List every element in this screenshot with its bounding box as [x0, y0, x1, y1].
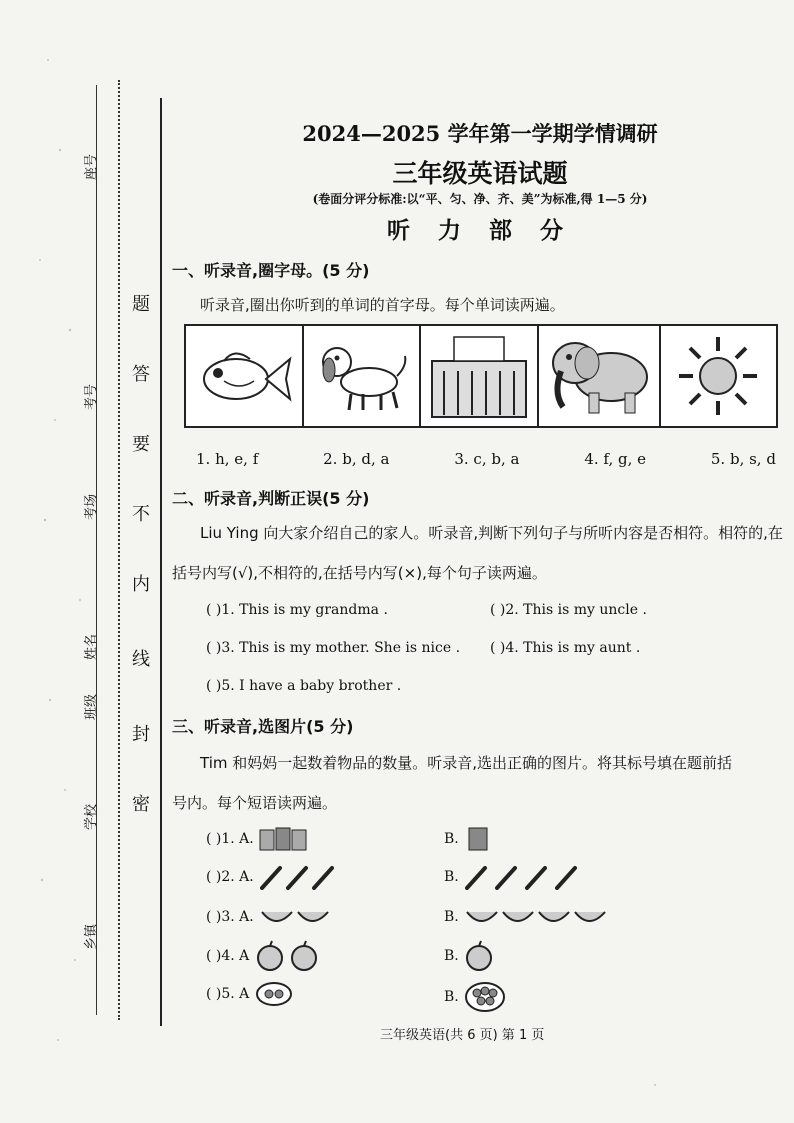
- option-5[interactable]: 5. b, s, d: [710, 450, 776, 468]
- seal-char: 不: [132, 504, 150, 525]
- item-4-a-label: ( )4. A: [206, 948, 250, 964]
- section3-item-1-b[interactable]: [444, 826, 493, 852]
- item-3-b-label: B.: [444, 909, 459, 925]
- section3-instruction-line2: 号内。每个短语读两遍。: [172, 794, 338, 812]
- listening-part-title: 听 力 部 分: [386, 218, 574, 244]
- section2-item-3[interactable]: ( )3. This is my mother. She is nice .: [206, 640, 461, 656]
- plate-eggs-icon: [254, 980, 294, 1008]
- exam-room-label: 考场: [84, 493, 99, 520]
- section3-item-5[interactable]: [206, 980, 294, 1008]
- item-5-b-label: B.: [444, 989, 459, 1005]
- apples-icon: [254, 940, 324, 972]
- exam-year-title: 2024—2025 学年第一学期学情调研: [302, 121, 658, 146]
- section1-options: [196, 450, 776, 468]
- plate-eggs-icon: [463, 980, 507, 1014]
- section3-item-2[interactable]: [206, 864, 338, 890]
- binding-solid-line: [160, 98, 162, 1026]
- binding-dotted-line-outer: [118, 80, 120, 1020]
- picture-strip: [184, 324, 778, 428]
- dog-picture: [304, 326, 422, 426]
- school-label: 学校: [84, 803, 99, 830]
- binding-field-line: [96, 85, 97, 1015]
- apple-icon: [463, 940, 497, 972]
- books-icon: [258, 826, 310, 852]
- option-4[interactable]: 4. f, g, e: [584, 450, 646, 468]
- seal-char: 线: [132, 649, 150, 670]
- section3-item-2-b[interactable]: [444, 864, 583, 890]
- exam-main-title: 三年级英语试题: [392, 159, 568, 188]
- item-2-a-label: ( )2. A.: [206, 869, 254, 885]
- class-label: 班级: [84, 693, 99, 720]
- pens-icon: [463, 864, 583, 890]
- fish-picture: [186, 326, 304, 426]
- seal-char: 内: [132, 574, 150, 595]
- seal-char: 要: [132, 434, 150, 455]
- option-1[interactable]: 1. h, e, f: [196, 450, 259, 468]
- section2-item-2[interactable]: ( )2. This is my uncle .: [490, 602, 647, 618]
- section3-item-3-b[interactable]: [444, 904, 613, 930]
- section3-instruction-line1: Tim 和妈妈一起数着物品的数量。听录音,选出正确的图片。将其标号填在题前括: [200, 754, 733, 772]
- item-4-b-label: B.: [444, 948, 459, 964]
- seat-number-label: 座号: [84, 153, 99, 180]
- section1-instruction: 听录音,圈出你听到的单词的首字母。每个单词读两遍。: [200, 296, 565, 314]
- elephant-picture: [539, 326, 661, 426]
- section2-item-1[interactable]: ( )1. This is my grandma .: [206, 602, 388, 618]
- seal-char: 题: [132, 294, 150, 315]
- section3-item-1[interactable]: [206, 826, 310, 852]
- pens-icon: [258, 864, 338, 890]
- exam-number-label: 考号: [84, 383, 99, 410]
- seal-char: 封: [132, 724, 150, 745]
- item-5-a-label: ( )5. A: [206, 986, 250, 1002]
- section1-heading: 一、听录音,圈字母。(5 分): [172, 261, 370, 280]
- building-picture: [421, 326, 539, 426]
- section3-item-4-b[interactable]: [444, 940, 497, 972]
- item-2-b-label: B.: [444, 869, 459, 885]
- seal-char: 答: [132, 364, 150, 385]
- name-label: 姓名: [84, 633, 99, 660]
- section3-heading: 三、听录音,选图片(5 分): [172, 717, 354, 736]
- bananas-icon: [258, 904, 334, 930]
- page-footer: 三年级英语(共 6 页) 第 1 页: [380, 1028, 545, 1043]
- book-icon: [463, 826, 493, 852]
- section3-item-3[interactable]: [206, 904, 334, 930]
- section2-item-4[interactable]: ( )4. This is my aunt .: [490, 640, 641, 656]
- option-3[interactable]: 3. c, b, a: [454, 450, 520, 468]
- seal-char: 密: [132, 794, 150, 815]
- section2-instruction-line2: 括号内写(√),不相符的,在括号内写(×),每个句子读两遍。: [172, 564, 547, 582]
- scoring-note: (卷面分评分标准:以“平、匀、净、齐、美”为标准,得 1—5 分): [312, 192, 648, 206]
- option-2[interactable]: 2. b, d, a: [323, 450, 390, 468]
- section2-item-5[interactable]: ( )5. I have a baby brother .: [206, 678, 402, 694]
- item-1-b-label: B.: [444, 831, 459, 847]
- item-1-a-label: ( )1. A.: [206, 831, 254, 847]
- section2-heading: 二、听录音,判断正误(5 分): [172, 489, 370, 508]
- town-label: 乡镇: [84, 923, 99, 950]
- section2-instruction-line1: Liu Ying 向大家介绍自己的家人。听录音,判断下列句子与所听内容是否相符。相符的,在: [200, 524, 783, 542]
- section3-item-4[interactable]: [206, 940, 324, 972]
- sun-picture: [661, 326, 777, 426]
- bananas-icon: [463, 904, 613, 930]
- item-3-a-label: ( )3. A.: [206, 909, 254, 925]
- section3-item-5-b[interactable]: [444, 980, 507, 1014]
